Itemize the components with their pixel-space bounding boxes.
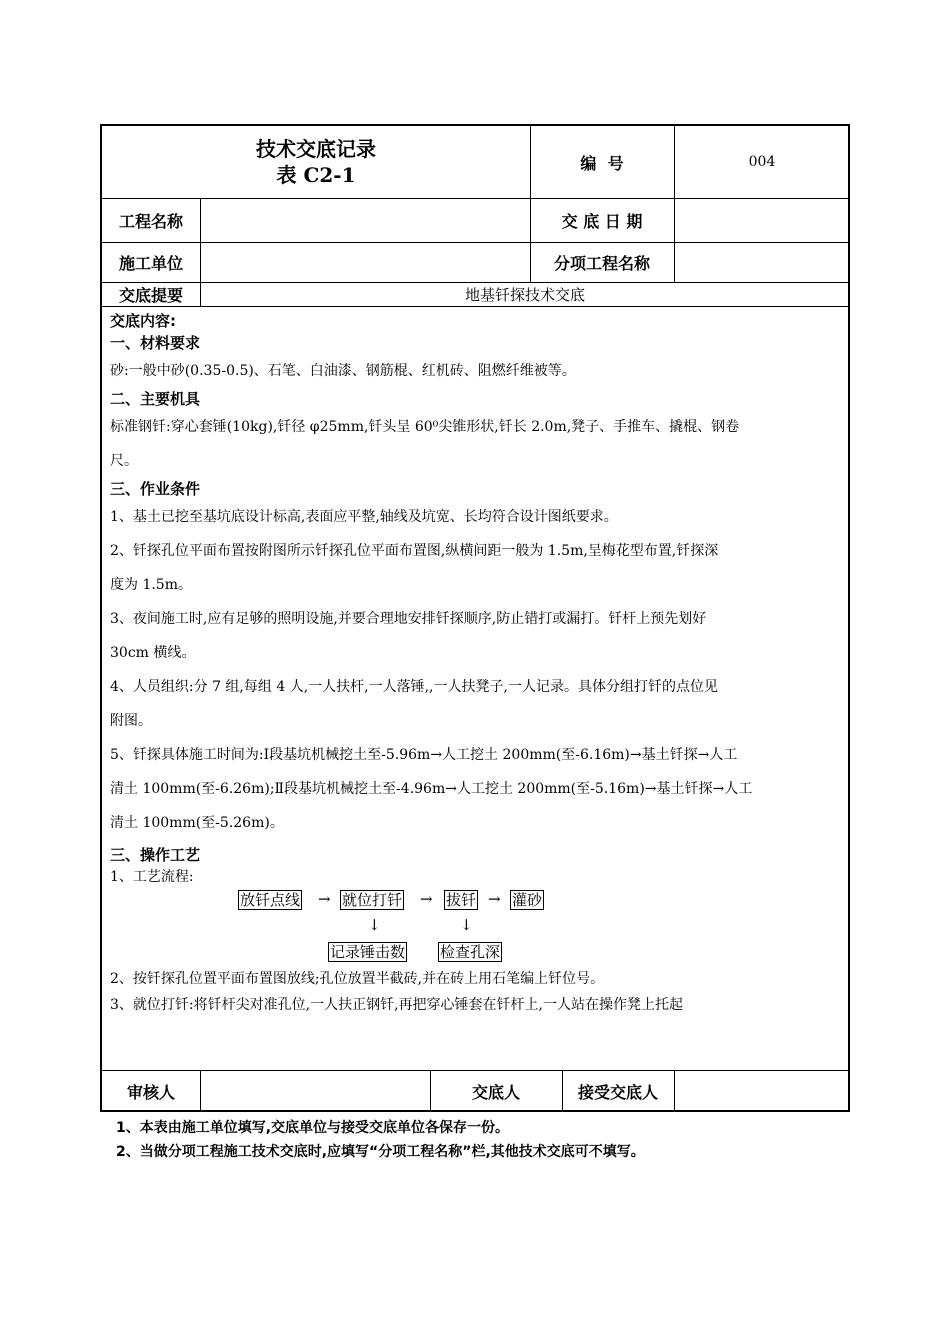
conditions-item-2-line1: 2、钎探孔位平面布置按附图所示钎探孔位平面布置图,纵横间距一般为 1.5m,呈梅花型布置,钎探深 [110,543,719,559]
construction-unit-label: 施工单位 [118,253,183,273]
flow-sub-record-blows: 记录锤击数 [330,943,406,961]
number-value: 004 [748,154,776,170]
process-item-2: 2、按钎探孔位置平面布置图放线;孔位放置半截砖,并在砖上用石笔编上钎位号。 [110,971,605,987]
conditions-item-4-line1: 4、人员组织:分 7 组,每组 4 人,一人扶杆,一人落锤,,一人扶凳子,一人记录。具体分组打钎的点位见 [110,679,718,695]
arrow-right-icon: → [318,890,331,908]
subproject-field [674,242,850,282]
project-name-label: 工程名称 [118,211,183,231]
technical-disclosure-form [100,124,850,1112]
conditions-item-3-line2: 30cm 横线。 [110,645,196,661]
arrow-down-icon: ↓ [460,916,473,934]
conditions-item-5-line1: 5、钎探具体施工时间为:Ⅰ段基坑机械挖土至-5.96m→人工挖土 200mm(至-6.16m)→基土钎探→人工 [110,747,738,763]
date-label: 交 底 日 期 [561,211,643,231]
flow-step-stake-out: 放钎点线 [240,891,301,909]
summary-label: 交底提要 [118,285,183,305]
section-tools-title: 二、主要机具 [110,390,201,408]
form-notes [116,1116,645,1164]
flow-step-drive-rod: 就位打钎 [342,891,403,909]
receiver-field [674,1070,850,1112]
flow-sub-check-depth: 检查孔深 [440,943,501,961]
process-flowchart [110,888,840,966]
tools-text-line1: 标准钢钎:穿心套锤(10kg),钎径 φ25mm,钎头呈 60⁰尖锥形状,钎长 2.0m,凳子、手推车、撬棍、钢卷 [110,419,740,435]
arrow-right-icon: → [420,890,433,908]
tools-text-line2: 尺。 [110,453,138,469]
process-item-1: 1、工艺流程: [110,869,194,885]
flow-step-pull-rod: 拔钎 [446,891,477,909]
construction-unit-field [200,242,530,282]
note-2: 2、当做分项工程施工技术交底时,应填写“分项工程名称”栏,其他技术交底可不填写。 [116,1144,645,1160]
form-title [102,126,530,198]
conditions-item-2-line2: 度为 1.5m。 [110,577,192,593]
presenter-label: 交底人 [471,1082,520,1102]
reviewer-label: 审核人 [126,1082,175,1102]
row-divider [102,306,848,307]
arrow-right-icon: → [488,890,501,908]
section-materials-title: 一、材料要求 [110,334,201,352]
section-conditions-title: 三、作业条件 [110,480,201,498]
conditions-item-3-line1: 3、夜间施工时,应有足够的照明设施,并要合理地安排钎探顺序,防止错打或漏打。钎杆上预先划好 [110,611,707,627]
form-title-line2: 表 C2-1 [276,163,356,187]
date-field [674,198,850,242]
arrow-down-icon: ↓ [368,916,381,934]
reviewer-field [200,1070,430,1112]
disclosure-content [110,310,840,1070]
conditions-item-4-line2: 附图。 [110,713,152,729]
number-label: 编 号 [580,153,624,173]
content-heading: 交底内容: [110,312,176,330]
note-1: 1、本表由施工单位填写,交底单位与接受交底单位各保存一份。 [116,1120,510,1136]
conditions-item-5-line2: 清土 100mm(至-6.26m);Ⅱ段基坑机械挖土至-4.96m→人工挖土 200mm(至-5.16m)→基土钎探→人工 [110,781,753,797]
section-process-title: 三、操作工艺 [110,846,201,864]
project-name-field [200,198,530,242]
subproject-label: 分项工程名称 [553,253,650,273]
receiver-label: 接受交底人 [577,1082,658,1102]
summary-value: 地基钎探技术交底 [464,285,585,304]
flow-step-fill-sand: 灌砂 [512,891,543,909]
process-item-3: 3、就位打钎:将钎杆尖对准孔位,一人扶正钢钎,再把穿心锤套在钎杆上,一人站在操作凳上托起 [110,997,683,1013]
materials-text: 砂:一般中砂(0.35-0.5)、石笔、白油漆、钢筋棍、红机砖、阻燃纤维被等。 [110,363,576,379]
conditions-item-5-line3: 清土 100mm(至-5.26m)。 [110,815,284,831]
form-title-line1: 技术交底记录 [256,137,376,161]
conditions-item-1: 1、基土已挖至基坑底设计标高,表面应平整,轴线及坑宽、长均符合设计图纸要求。 [110,509,618,525]
